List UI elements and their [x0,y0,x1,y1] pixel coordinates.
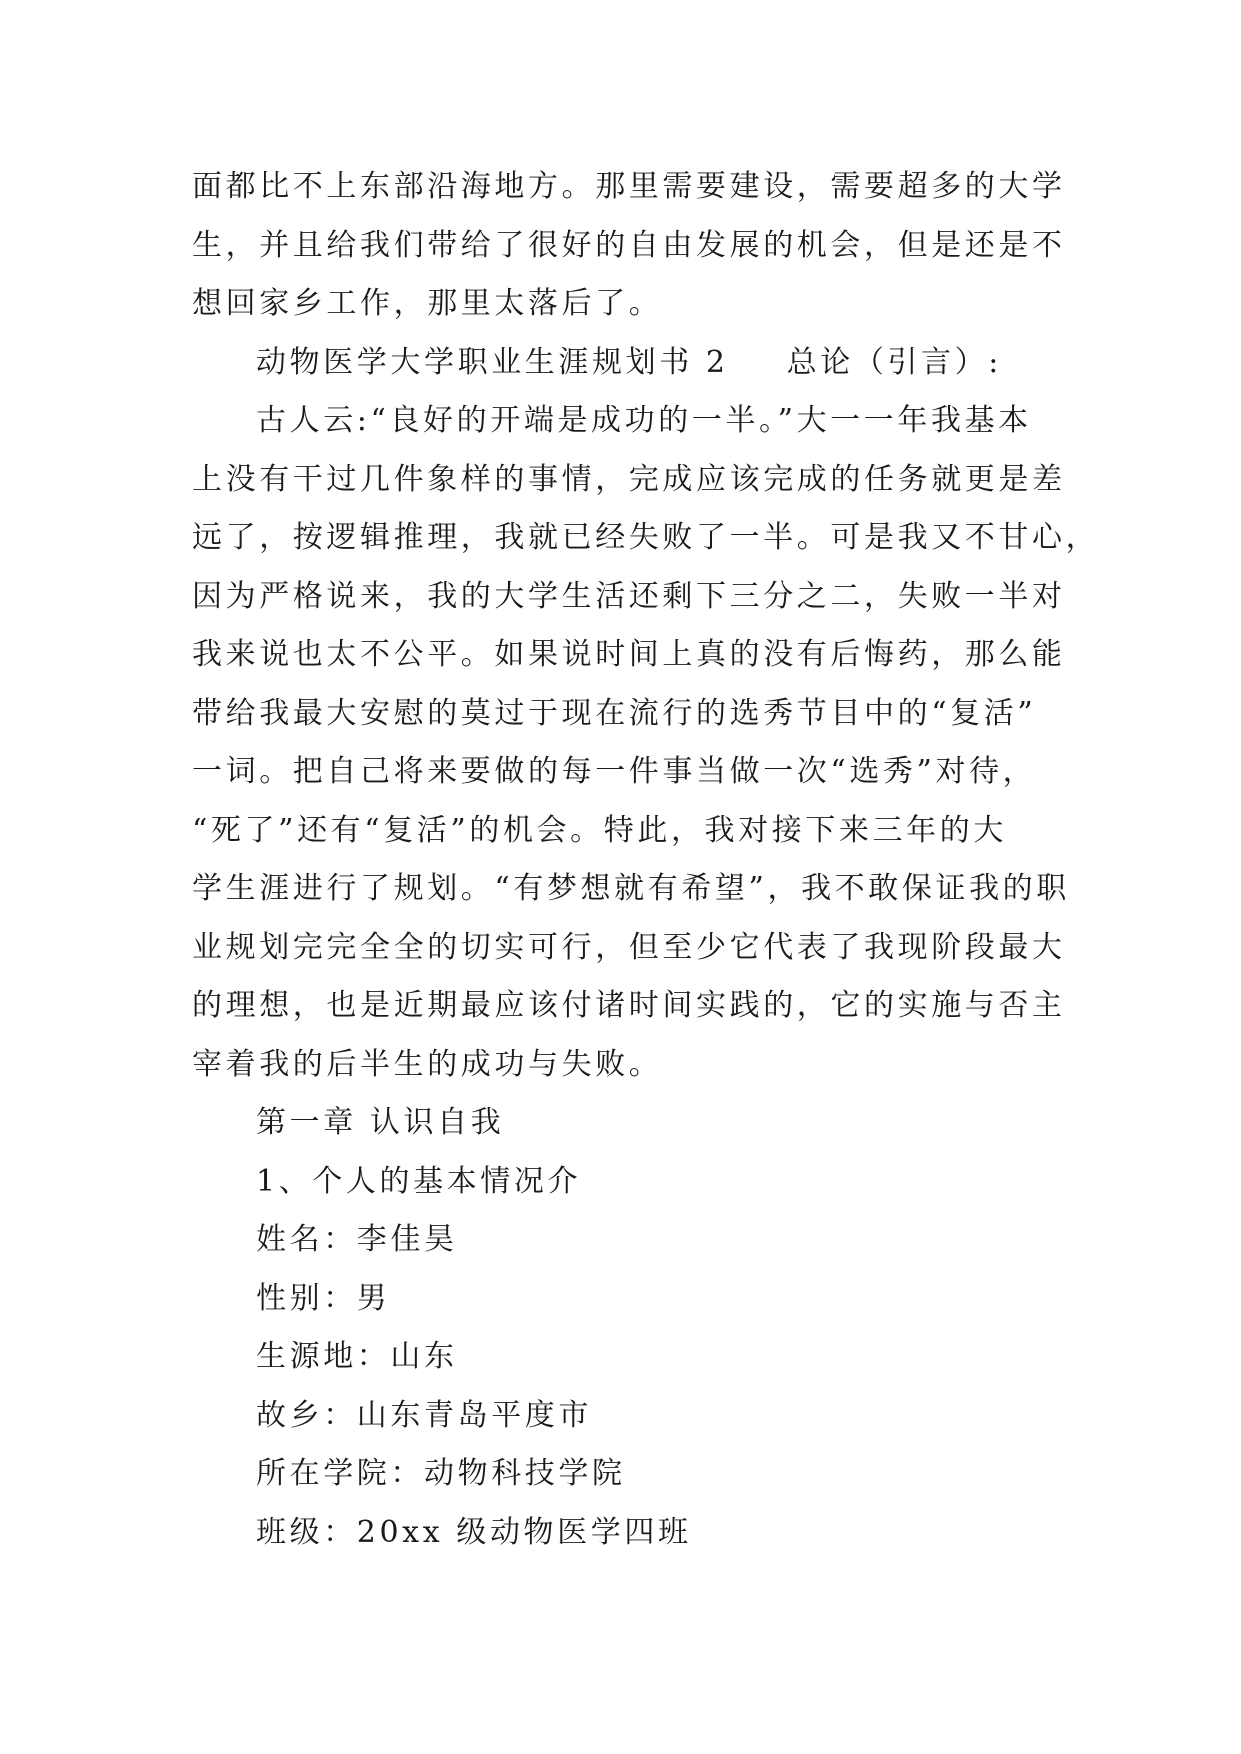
text-line: 想回家乡工作，那里太落后了。 [192,286,663,321]
text-line: 上没有干过几件象样的事情，完成应该完成的任务就更是差 [192,461,1066,497]
document-subtitle: 总论（引言）: [786,344,1002,380]
text-line: 带给我最大安慰的莫过于现在流行的选秀节目中的“复活” [192,695,1037,731]
info-item-class: 班级：20xx 级动物医学四班 [256,1514,692,1550]
text-line: “死了”还有“复活”的机会。特此，我对接下来三年的大 [192,812,1007,848]
text-line: 业规划完完全全的切实可行，但至少它代表了我现阶段最大 [192,929,1066,965]
info-item-name: 姓名：李佳昊 [256,1222,458,1257]
info-item-college: 所在学院：动物科技学院 [256,1456,626,1491]
info-item-gender: 性别：男 [256,1280,391,1316]
text-line: 一词。把自己将来要做的每一件事当做一次“选秀”对待， [192,754,1037,789]
text-line: 古人云:“良好的开端是成功的一半。”大一一年我基本 [256,403,1032,438]
document-title: 动物医学大学职业生涯规划书 2 [256,344,729,380]
text-line: 宰着我的后半生的成功与失败。 [192,1046,663,1082]
document-body [192,158,1100,1562]
chapter-heading: 第一章 认识自我 [256,1105,505,1140]
text-line: 因为严格说来，我的大学生活还剩下三分之二，失败一半对 [192,578,1066,614]
text-line: 的理想，也是近期最应该付诸时间实践的，它的实施与否主 [192,988,1066,1023]
info-item-origin: 生源地：山东 [256,1339,458,1374]
text-line: 远了，按逻辑推理，我就已经失败了一半。可是我又不甘心， [192,520,1100,555]
section-heading: 1、个人的基本情况介 [256,1163,582,1199]
text-line: 学生涯进行了规划。“有梦想就有希望”，我不敢保证我的职 [192,871,1070,906]
text-line: 面都比不上东部沿海地方。那里需要建设，需要超多的大学 [192,169,1066,204]
info-item-hometown: 故乡：山东青岛平度市 [256,1397,592,1433]
text-line: 我来说也太不公平。如果说时间上真的没有后悔药，那么能 [192,637,1066,672]
text-line: 生，并且给我们带给了很好的自由发展的机会，但是还是不 [192,227,1066,263]
document-title-line [192,334,1052,393]
